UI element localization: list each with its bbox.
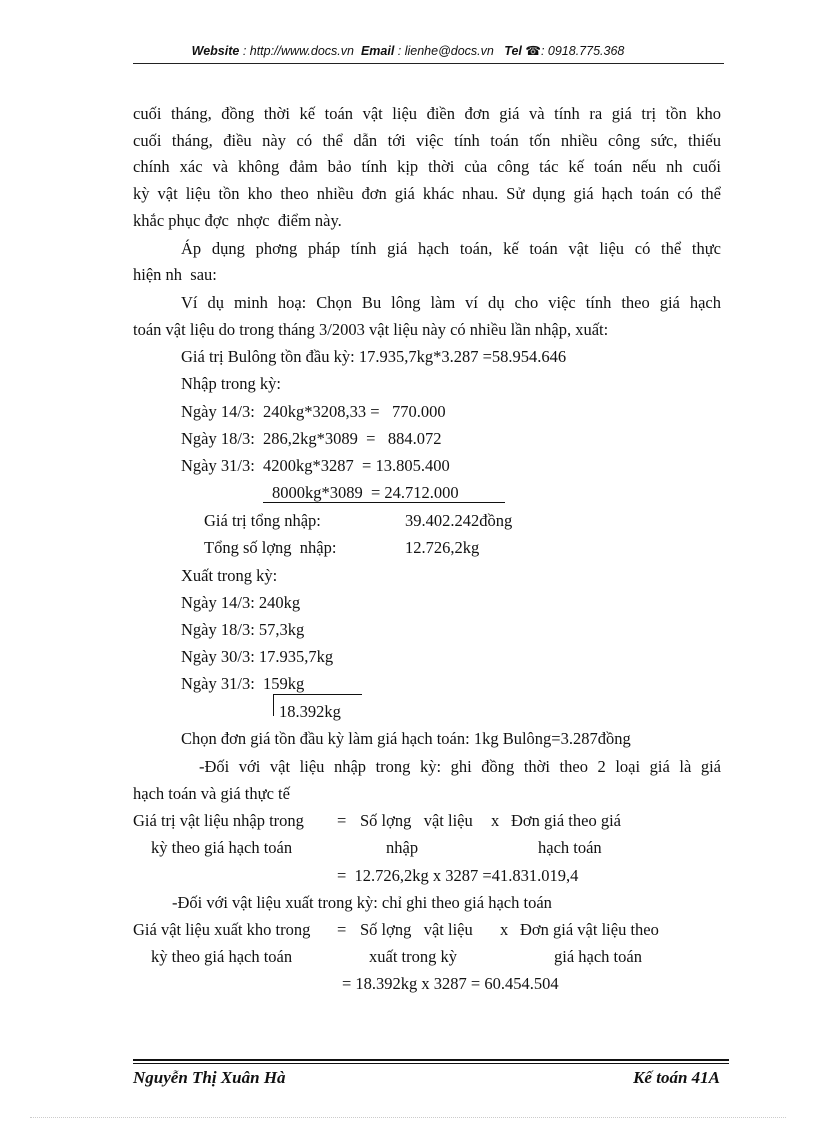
header-rule — [133, 63, 724, 64]
import-total-label: Giá trị tổng nhập: — [204, 511, 321, 530]
page-edge-dots — [30, 1117, 786, 1118]
import-row: Ngày 14/3: 240kg*3208,33 = 770.000 — [181, 402, 446, 421]
export-total: 18.392kg — [279, 702, 341, 721]
import-total-value: 39.402.242đồng — [405, 511, 513, 530]
formula-eq: = — [337, 811, 347, 830]
import-qty-value: 12.726,2kg — [405, 538, 480, 557]
formula-left: kỳ theo giá hạch toán — [151, 947, 293, 966]
body-line: Áp dụng phơng pháp tính giá hạch toán, kế toán vật liệu có thể thực — [181, 239, 721, 258]
tel-number: : 0918.775.368 — [540, 44, 625, 58]
footer-author: Nguyễn Thị Xuân Hà — [133, 1068, 286, 1087]
opening-balance: Giá trị Bulông tồn đầu kỳ: 17.935,7kg*3.287 =58.954.646 — [181, 347, 567, 366]
import-row: Ngày 18/3: 286,2kg*3089 = 884.072 — [181, 429, 442, 448]
footer-rule — [133, 1059, 729, 1061]
body-line: chính xác và không đảm bảo tính kịp thời của công tác kế toán nếu nh cuối — [133, 157, 721, 176]
imports-title: Nhập trong kỳ: — [181, 374, 281, 393]
export-note: -Đối với vật liệu xuất trong kỳ: chỉ ghi theo giá hạch toán — [172, 893, 552, 912]
sum-rule — [273, 694, 362, 695]
body-line: hạch toán và giá thực tế — [133, 784, 290, 803]
sum-bracket — [273, 694, 274, 716]
body-line: cuối tháng, đồng thời kế toán vật liệu điền đơn giá và tính ra giá trị tồn kho — [133, 104, 721, 123]
body-line: -Đối với vật liệu nhập trong kỳ: ghi đồng thời theo 2 loại giá là giá — [199, 757, 721, 776]
footer-class: Kế toán 41A — [633, 1068, 720, 1087]
formula-right: hạch toán — [538, 838, 602, 857]
formula-right: Đơn giá theo giá — [511, 811, 621, 830]
email-label: Email — [360, 44, 395, 58]
formula-mid: Số lợng vật liệu — [360, 920, 473, 939]
formula-result: = 12.726,2kg x 3287 =41.831.019,4 — [337, 866, 579, 885]
formula-mid: Số lợng vật liệu — [360, 811, 473, 830]
body-line: toán vật liệu do trong tháng 3/2003 vật liệu này có nhiều lần nhập, xuất: — [133, 320, 609, 339]
formula-times: x — [500, 920, 509, 939]
formula-eq: = — [337, 920, 347, 939]
export-row: Ngày 30/3: 17.935,7kg — [181, 647, 334, 666]
website-label: Website — [191, 44, 240, 58]
exports-title: Xuất trong kỳ: — [181, 566, 278, 585]
footer-rule — [133, 1063, 729, 1064]
import-row: 8000kg*3089 = 24.712.000 — [272, 483, 459, 502]
formula-left: kỳ theo giá hạch toán — [151, 838, 293, 857]
formula-mid: nhập — [386, 838, 419, 857]
body-line: kỳ vật liệu tồn kho theo nhiều đơn giá khác nhau. Sử dụng giá hạch toán có thể — [133, 184, 721, 203]
formula-left: Giá vật liệu xuất kho trong — [133, 920, 311, 939]
body-line: cuối tháng, điều này có thể dẫn tới việc tính toán tốn nhiều công sức, thiếu — [133, 131, 721, 150]
export-row: Ngày 18/3: 57,3kg — [181, 620, 305, 639]
formula-right: Đơn giá vật liệu theo — [520, 920, 659, 939]
export-row: Ngày 31/3: 159kg — [181, 674, 305, 693]
formula-right: giá hạch toán — [554, 947, 642, 966]
formula-result: = 18.392kg x 3287 = 60.454.504 — [342, 974, 559, 993]
export-row: Ngày 14/3: 240kg — [181, 593, 301, 612]
website-url: : http://www.docs.vn — [242, 44, 354, 58]
page-header — [0, 43, 816, 58]
body-line: Ví dụ minh hoạ: Chọn Bu lông làm ví dụ cho việc tính theo giá hạch — [181, 293, 721, 312]
body-line: hiện nh sau: — [133, 265, 217, 284]
phone-icon: ☎ — [525, 44, 541, 58]
price-choice: Chọn đơn giá tồn đầu kỳ làm giá hạch toán: 1kg Bulông=3.287đồng — [181, 729, 631, 748]
body-line: khắc phục đợc nhợc điểm này. — [133, 211, 342, 230]
email-address: : lienhe@docs.vn — [397, 44, 494, 58]
formula-times: x — [491, 811, 500, 830]
tel-label: Tel — [504, 44, 522, 58]
formula-mid: xuất trong kỳ — [369, 947, 457, 966]
formula-left: Giá trị vật liệu nhập trong — [133, 811, 304, 830]
import-qty-label: Tổng số lợng nhập: — [204, 538, 337, 557]
sum-rule — [263, 502, 505, 503]
import-row: Ngày 31/3: 4200kg*3287 = 13.805.400 — [181, 456, 450, 475]
